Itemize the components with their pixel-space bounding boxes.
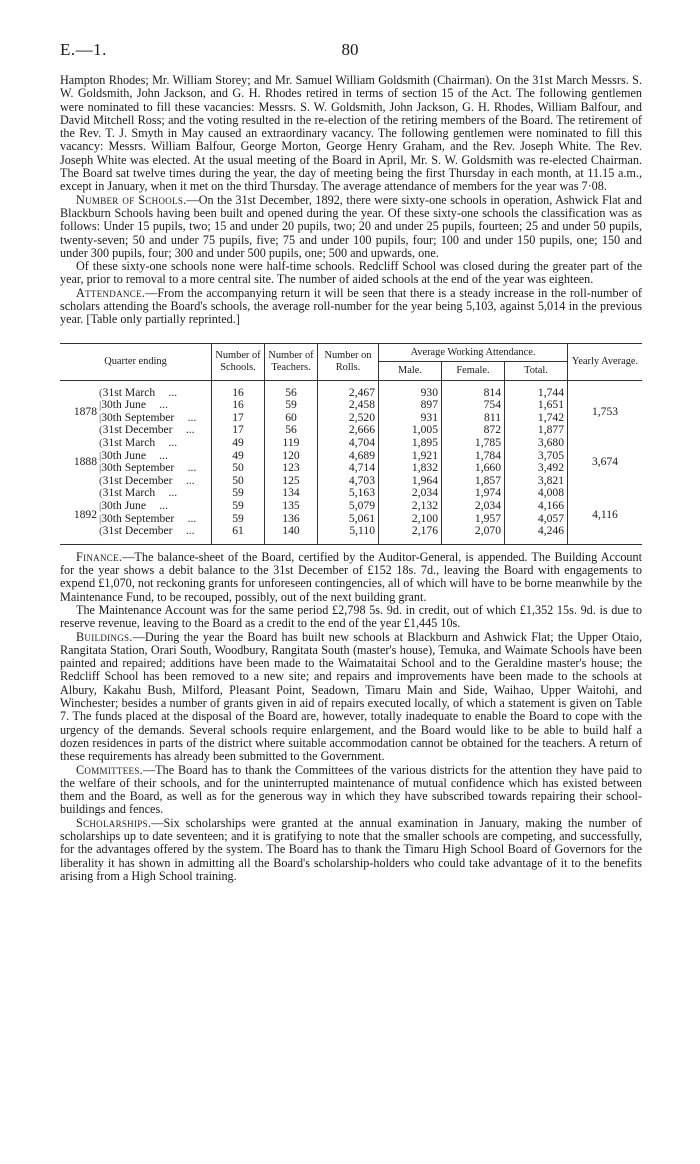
teachers-cell: 140: [265, 525, 318, 544]
paragraph-scholarships: [60, 817, 642, 883]
paragraph-half-time-schools: Of these sixty-one schools none were half-time schools. Redcliff School was closed during the greater part of the year, prior to removal to a more central site. The number of aided schools at the end of the year was eighteen.: [60, 259, 642, 287]
roll-cell: 4,704: [318, 437, 379, 450]
male-cell: 1,921: [379, 450, 442, 463]
quarter-cell: |30th September ...: [99, 412, 212, 425]
schools-cell: 50: [212, 475, 265, 488]
schools-cell: 59: [212, 513, 265, 526]
quarter-cell: |30th September ...: [99, 513, 212, 526]
table-row: [60, 380, 642, 399]
paragraph-attendance: [60, 287, 642, 327]
section-heading-number-of-schools: Number of Schools.: [76, 192, 187, 207]
quarter-cell: (31st December ...: [99, 525, 212, 544]
yearly-average-cell: 3,674: [591, 454, 619, 468]
header-yearly-average: Yearly Average.: [568, 343, 643, 380]
paragraph-text: —Six scholarships were granted at the annual examination in January, making the number of scholarships up to date seventeen; and it is gratifying to note that the smaller schools are competing, and successfully, for the advantages offered by the system. The Board has to thank the Timaru High School Board of Governors for the liberality it has shown in admitting all the Board's scholarship-holders who could take advantage of it to the benefits arising from a High School training.: [60, 815, 642, 883]
teachers-cell: 56: [265, 424, 318, 437]
teachers-cell: 125: [265, 475, 318, 488]
female-cell: 1,957: [442, 513, 505, 526]
header-average-working-attendance: Average Working Attendance.: [379, 343, 568, 362]
teachers-cell: 60: [265, 412, 318, 425]
section-heading-committees: Committees.: [76, 762, 143, 777]
section-heading-attendance: Attendance.: [76, 285, 146, 300]
yearly-average-cell: 4,116: [568, 487, 643, 544]
schools-cell: 49: [212, 450, 265, 463]
female-cell: 811: [442, 412, 505, 425]
male-cell: 1,005: [379, 424, 442, 437]
female-cell: 872: [442, 424, 505, 437]
year-label: 1888: [73, 454, 97, 468]
header-quarter-ending: Quarter ending: [60, 343, 212, 380]
paragraph-number-of-schools: [60, 194, 642, 260]
quarter-cell: |30th June ...: [99, 399, 212, 412]
total-cell: 3,705: [505, 450, 568, 463]
roll-cell: 2,467: [318, 380, 379, 399]
roll-cell: 2,666: [318, 424, 379, 437]
total-cell: 3,821: [505, 475, 568, 488]
schools-cell: 16: [212, 380, 265, 399]
table-body: [60, 380, 642, 544]
page-header: [60, 40, 640, 64]
header-number-on-rolls: Number on Rolls.: [318, 343, 379, 380]
paragraph-finance: [60, 551, 642, 604]
quarter-cell: (31st December ...: [99, 475, 212, 488]
female-cell: 1,784: [442, 450, 505, 463]
roll-cell: 5,079: [318, 500, 379, 513]
quarter-cell: |30th September ...: [99, 462, 212, 475]
teachers-cell: 134: [265, 487, 318, 500]
male-cell: 2,132: [379, 500, 442, 513]
document-reference: E.—1.: [60, 40, 107, 59]
teachers-cell: 136: [265, 513, 318, 526]
male-cell: 2,034: [379, 487, 442, 500]
section-heading-finance: Finance.: [76, 549, 123, 564]
roll-cell: 4,714: [318, 462, 379, 475]
male-cell: 930: [379, 380, 442, 399]
total-cell: 4,008: [505, 487, 568, 500]
paragraph-text: —On the 31st December, 1892, there were sixty-one schools in operation, Ashwick Flat and Blackburn Schools having been built and opened during the year. Of these sixty-one schools the classification was as follows: Under 15 pupils, two; 15 and under 20 pupils, two; 20 and under 25 pupils, fourteen; 25 and under 50 pupils, twenty-seven; 50 and under 75 pupils, five; 75 and under 100 pupils, four; 100 and under 150 pupils, one; 150 and under 300 pupils, four; 300 and under 500 pupils, one; 500 and upwards, one.: [60, 192, 642, 260]
quarter-cell: (31st March ...: [99, 437, 212, 450]
schools-cell: 49: [212, 437, 265, 450]
schools-cell: 17: [212, 424, 265, 437]
roll-cell: 5,061: [318, 513, 379, 526]
total-cell: 3,492: [505, 462, 568, 475]
table-row: [60, 437, 642, 450]
quarter-cell: (31st March ...: [99, 380, 212, 399]
total-cell: 4,166: [505, 500, 568, 513]
paragraph-text: —The balance-sheet of the Board, certified by the Auditor-General, is appended. The Building Account for the year shows a debit balance to the 31st December of £152 18s. 7d., leaving the Board with engagements to expend £1,070, not reckoning grants for unforeseen contingencies, all of which will have to be borne meanwhile by the Maintenance Fund, to be recouped, possibly, out of the next building grant.: [60, 549, 642, 604]
quarter-cell: |30th June ...: [99, 500, 212, 513]
schools-cell: 16: [212, 399, 265, 412]
document-body: [60, 74, 642, 883]
schools-cell: 59: [212, 487, 265, 500]
page-number: 80: [341, 40, 359, 59]
male-cell: 2,100: [379, 513, 442, 526]
total-cell: 1,744: [505, 380, 568, 399]
female-cell: 1,974: [442, 487, 505, 500]
total-cell: 4,057: [505, 513, 568, 526]
male-cell: 1,895: [379, 437, 442, 450]
total-cell: 1,651: [505, 399, 568, 412]
text-after-table: [60, 551, 642, 883]
schools-cell: 50: [212, 462, 265, 475]
female-cell: 1,857: [442, 475, 505, 488]
male-cell: 931: [379, 412, 442, 425]
roll-cell: 5,163: [318, 487, 379, 500]
table-row: [60, 525, 642, 544]
schools-cell: 61: [212, 525, 265, 544]
roll-cell: 2,520: [318, 412, 379, 425]
female-cell: 1,660: [442, 462, 505, 475]
teachers-cell: 123: [265, 462, 318, 475]
female-cell: 1,785: [442, 437, 505, 450]
roll-cell: 2,458: [318, 399, 379, 412]
teachers-cell: 59: [265, 399, 318, 412]
attendance-table: [60, 343, 642, 545]
header-number-of-teachers: Number of Teachers.: [265, 343, 318, 380]
female-cell: 2,034: [442, 500, 505, 513]
quarter-cell: |30th June ...: [99, 450, 212, 463]
teachers-cell: 135: [265, 500, 318, 513]
male-cell: 1,832: [379, 462, 442, 475]
total-cell: 1,742: [505, 412, 568, 425]
total-cell: 4,246: [505, 525, 568, 544]
male-cell: 897: [379, 399, 442, 412]
female-cell: 2,070: [442, 525, 505, 544]
female-cell: 754: [442, 399, 505, 412]
schools-cell: 17: [212, 412, 265, 425]
year-label: 1878: [73, 404, 97, 418]
paragraph-committees: [60, 764, 642, 817]
schools-cell: 59: [212, 500, 265, 513]
teachers-cell: 56: [265, 380, 318, 399]
teachers-cell: 119: [265, 437, 318, 450]
yearly-average-cell: 1,753: [591, 404, 619, 418]
total-cell: 1,877: [505, 424, 568, 437]
quarter-cell: (31st March ...: [99, 487, 212, 500]
paragraph-text: —During the year the Board has built new schools at Blackburn and Ashwick Flat; the Upper Otaio, Rangitata Station, Orari South, Woodbury, Rangitata South (master's house), Temuka, and Waimate Schools have been painted and repaired; additions have been made to the Waimataitai School and to the Geraldine master's house; the Redcliff School has been removed to a new site; and repairs and improvements have been made to the schools at Albury, Kakahu Bush, Milford, Pleasant Point, Seadown, Timaru Main and Side, Waihao, Upper Waitohi, and Winchester; besides a number of grants given in aid of repairs executed locally, of which a statement is given on Table 7. The funds placed at the disposal of the Board are, however, totally inadequate to enable the Board to cope with the urgency of the demands. Several schools require enlargement, and the Board would like to be able to build half a dozen residences in parts of the district where suitable accommodation cannot be obtained for the teachers. A return of these requirements has already been submitted to the Government.: [60, 629, 642, 764]
header-total: Total.: [505, 362, 568, 381]
paragraph-board-members: Hampton Rhodes; Mr. William Storey; and Mr. Samuel William Goldsmith (Chairman). On the 31st March Messrs. S. W. Goldsmith, John Jackson, and G. H. Rhodes retired in terms of section 15 of the Act. The following gentlemen were nominated to fill these vacancies: Messrs. S. W. Goldsmith, John Jackson, G. H. Rhodes, William Balfour, and David Mitchell Ross; and the voting resulted in the re-election of the retiring members of the Board. The retirement of the Rev. T. J. Smyth in May caused an extraordinary vacancy. The following gentlemen were nominated to fill this vacancy: Messrs. William Balfour, George Morton, George Henry Graham, and the Rev. Joseph White. The Rev. Joseph White was elected. At the usual meeting of the Board in April, Mr. S. W. Goldsmith was re-elected Chairman. The Board sat twelve times during the year, the day of meeting being the first Thursday in each month, at 11.15 a.m., except in January, when it met on the third Thursday. The average attendance of members for the year was 7·08.: [60, 73, 642, 194]
quarter-cell: (31st December ...: [99, 424, 212, 437]
roll-cell: 5,110: [318, 525, 379, 544]
paragraph-buildings: [60, 631, 642, 764]
teachers-cell: 120: [265, 450, 318, 463]
header-number-of-schools: Number of Schools.: [212, 343, 265, 380]
section-heading-buildings: Buildings.: [76, 629, 133, 644]
male-cell: 2,176: [379, 525, 442, 544]
section-heading-scholarships: Scholarships.: [76, 815, 152, 830]
header-male: Male.: [379, 362, 442, 381]
total-cell: 3,680: [505, 437, 568, 450]
paragraph-maintenance-account: The Maintenance Account was for the same period £2,798 5s. 9d. in credit, out of which £1,352 15s. 9d. is due to reserve revenue, leaving to the Board as a credit to the end of the year £1,445 10s.: [60, 602, 642, 631]
roll-cell: 4,689: [318, 450, 379, 463]
female-cell: 814: [442, 380, 505, 399]
male-cell: 1,964: [379, 475, 442, 488]
header-female: Female.: [442, 362, 505, 381]
paragraph-text: —The Board has to thank the Committees of the various districts for the attention they have paid to the welfare of their schools, and for the uninterrupted maintenance of mutual confidence which has existed between them and the Board, as well as for the generous way in which they have subscribed towards repairing their school-buildings and fences.: [60, 762, 642, 817]
roll-cell: 4,703: [318, 475, 379, 488]
paragraph-text: —From the accompanying return it will be seen that there is a steady increase in the roll-number of scholars attending the Board's schools, the average roll-number for the year being 5,103, against 5,014 in the previous year. [Table only partially reprinted.]: [60, 285, 642, 327]
year-label: 1892: [60, 487, 99, 544]
